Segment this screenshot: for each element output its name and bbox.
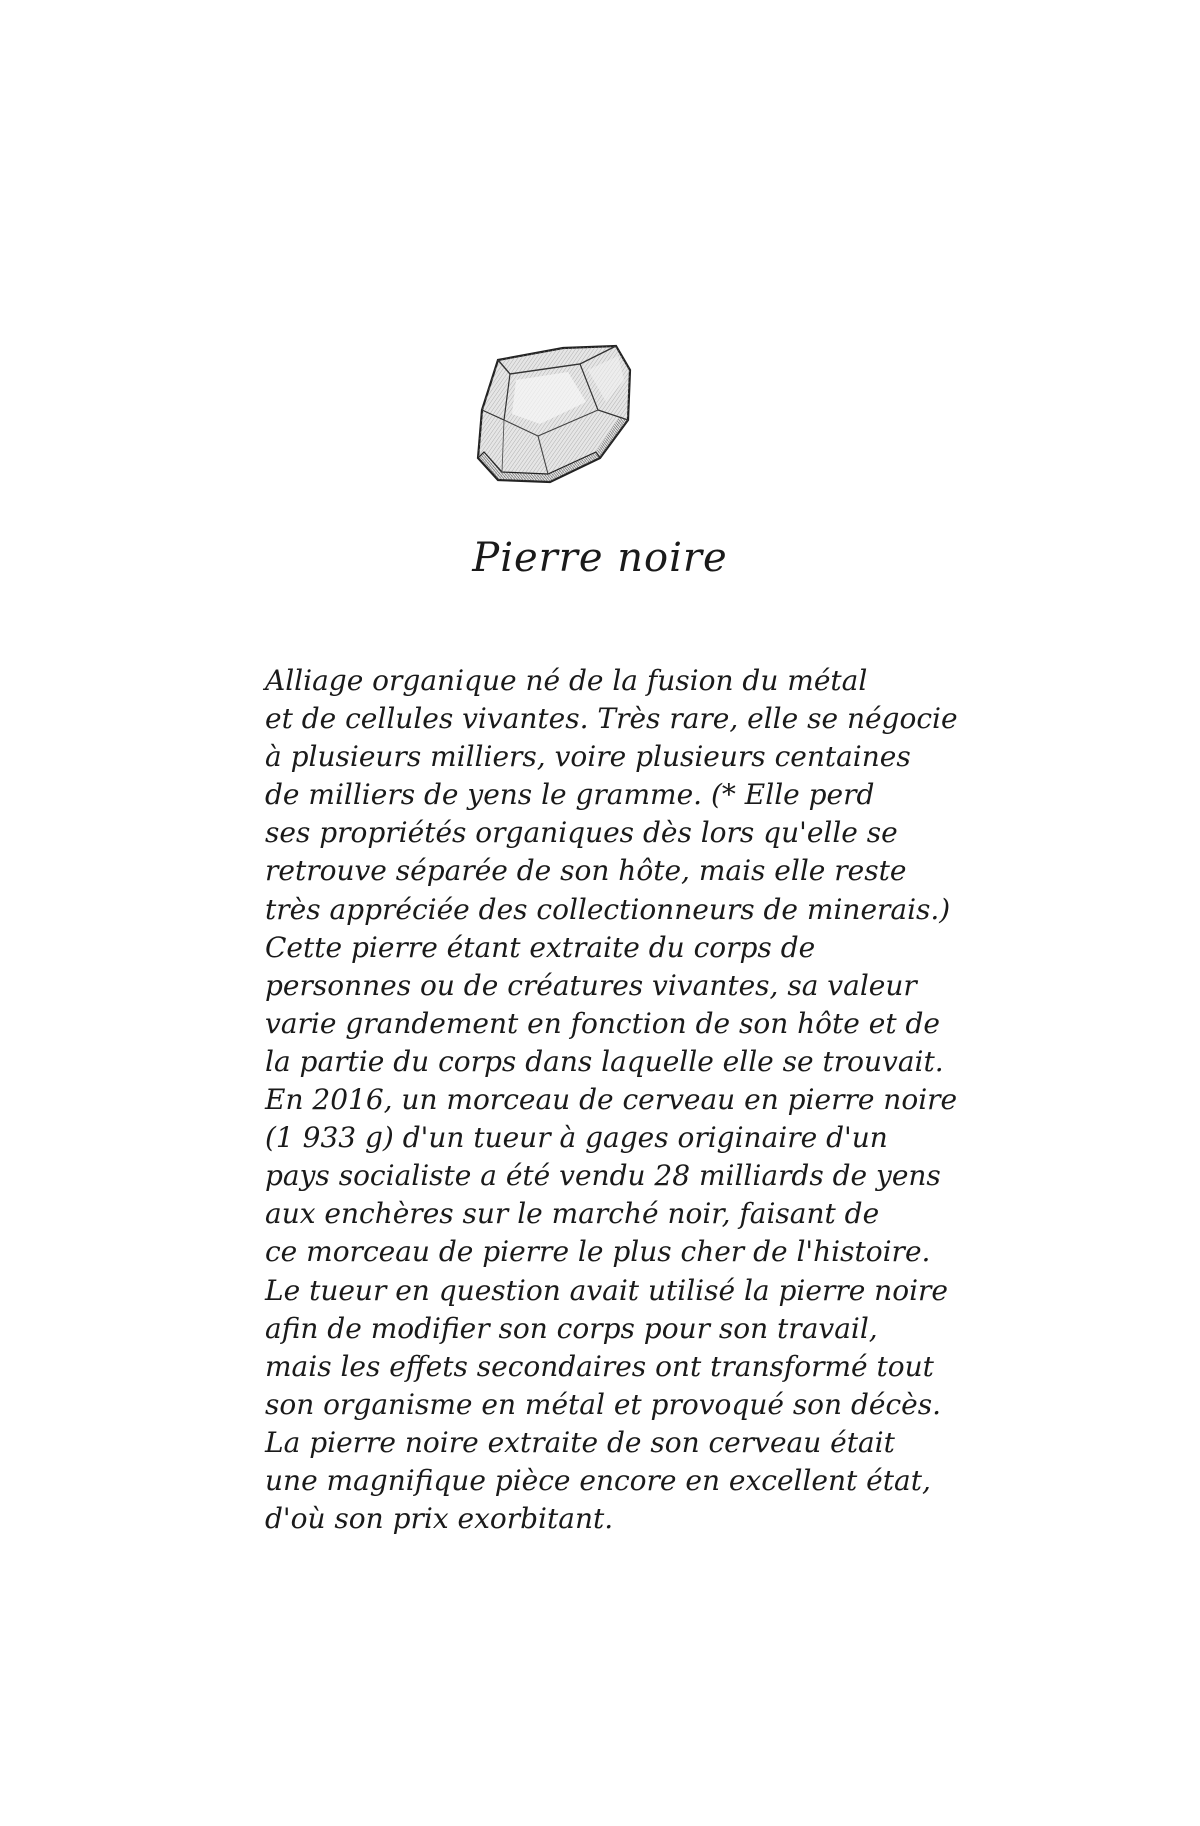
text-line: son organisme en métal et provoqué son décès. (265, 1387, 941, 1421)
text-line: La pierre noire extraite de son cerveau était (265, 1425, 895, 1459)
text-line: retrouve séparée de son hôte, mais elle reste (265, 854, 907, 888)
text-line: Cette pierre étant extraite du corps de (265, 930, 816, 964)
text-line: ses propriétés organiques dès lors qu'elle se (265, 816, 898, 850)
text-line: d'où son prix exorbitant. (265, 1502, 614, 1536)
black-stone-icon (468, 340, 638, 490)
text-line: (1 933 g) d'un tueur à gages originaire d'un (265, 1121, 888, 1155)
text-line: une magnifique pièce encore en excellent état, (265, 1463, 931, 1497)
text-line: personnes ou de créatures vivantes, sa valeur (265, 968, 917, 1002)
text-line: Le tueur en question avait utilisé la pierre noire (265, 1273, 948, 1307)
text-line: afin de modifier son corps pour son travail, (265, 1311, 878, 1345)
text-line: Alliage organique né de la fusion du métal (265, 664, 868, 697)
page-title: Pierre noire (472, 535, 728, 581)
text-line: à plusieurs milliers, voire plusieurs centaines (265, 740, 911, 774)
text-line: très appréciée des collectionneurs de minerais.) (265, 892, 951, 926)
text-line: ce morceau de pierre le plus cher de l'histoire. (265, 1235, 931, 1269)
text-line: aux enchères sur le marché noir, faisant de (265, 1197, 880, 1231)
text-line: la partie du corps dans laquelle elle se trouvait. (265, 1044, 944, 1078)
text-line: et de cellules vivantes. Très rare, elle se négocie (265, 702, 958, 736)
description-text (265, 662, 965, 1538)
text-line: varie grandement en fonction de son hôte et de (265, 1006, 940, 1040)
text-line: mais les effets secondaires ont transformé tout (265, 1349, 934, 1383)
text-line: En 2016, un morceau de cerveau en pierre noire (265, 1083, 958, 1117)
text-line: de milliers de yens le gramme. (* Elle perd (265, 778, 875, 812)
text-line: pays socialiste a été vendu 28 milliards de yens (265, 1159, 941, 1193)
